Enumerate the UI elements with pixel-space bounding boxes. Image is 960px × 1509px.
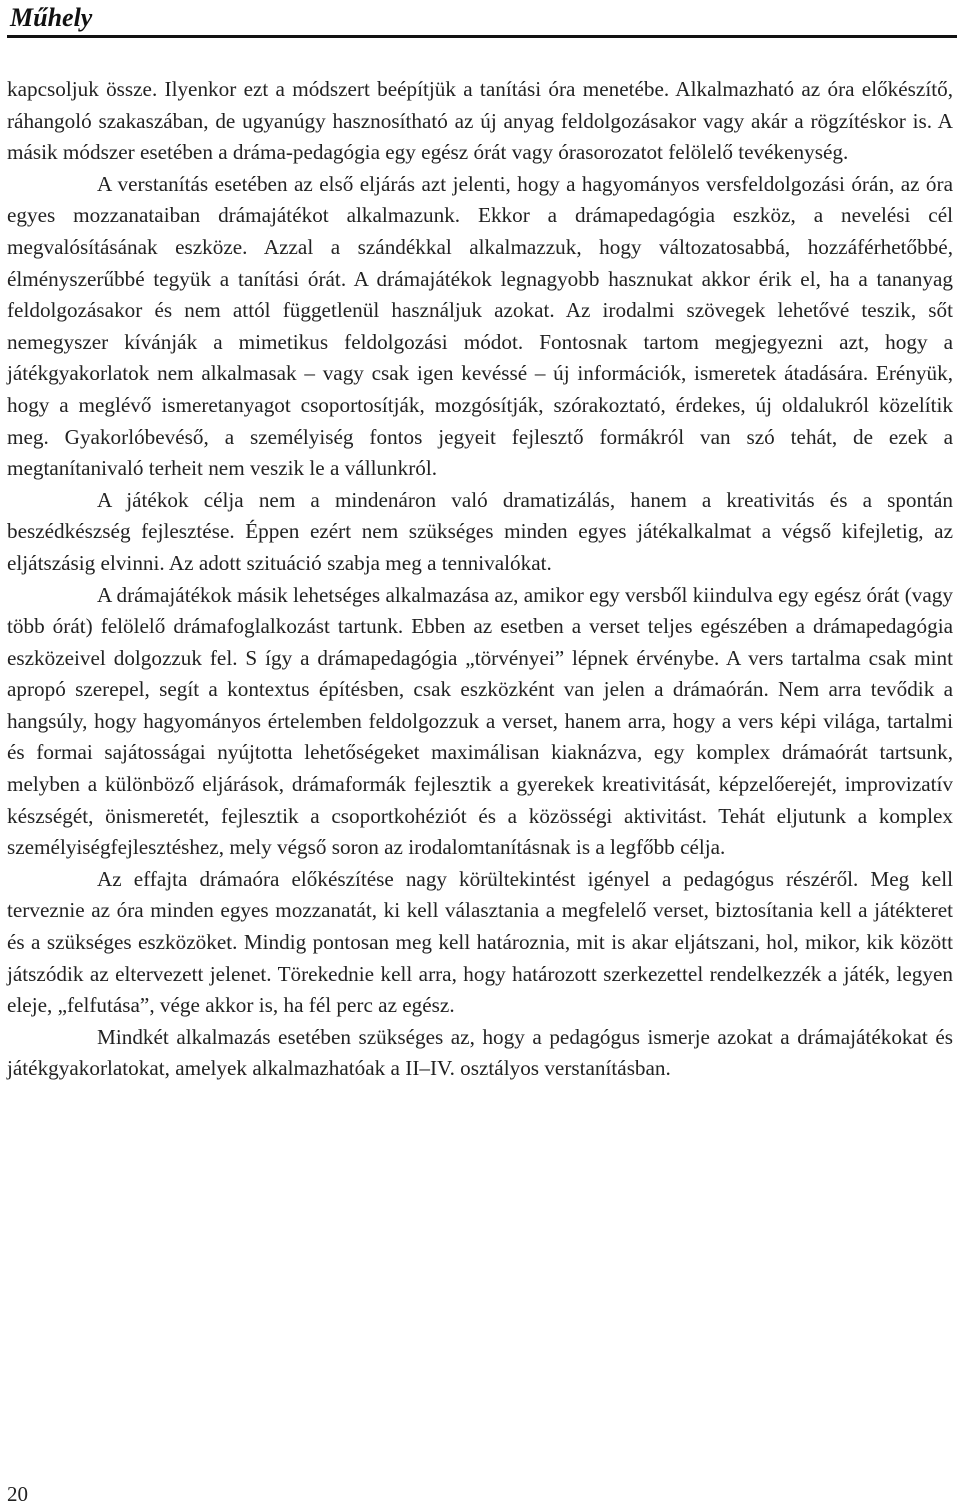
paragraph: A verstanítás esetében az első eljárás azt jelenti, hogy a hagyományos versfeldolgozási órán, az óra egyes mozzanataiban drámajátékot alkalmazunk. Ekkor a drámapedagógia eszköz, a nevelési cél megvalósításának eszköze. Azzal a szándékkal alkalmazzuk, hogy változatosabbá, hozzáférhetőbbé, élményszerűbbé tegyük a tanítási órát. A drámajátékok legnagyobb hasznukat akkor érik el, ha a tananyag feldolgozásakor és nem attól függetlenül használjuk azokat. Az irodalmi szövegek lehetővé teszik, sőt nemegyszer kívánják a mimetikus feldolgozási módot. Fontosnak tartom megjegyezni azt, hogy a játékgyakorlatok nem alkalmasak – vagy csak igen kevéssé – új információk, ismeretek átadására. Erényük, hogy a meglévő ismeretanyagot csoportosítják, mozgósítják, szórakoztató, érdekes, új oldalukról közelítik meg. Gyakorlóbevéső, a személyiség fontos jegyeit fejlesztő formákról van szó tehát, de ezek a megtanítanivaló terheit nem veszik le a vállunkról. xyxy=(7,171,953,481)
page-header xyxy=(7,0,957,40)
paragraph: A drámajátékok másik lehetséges alkalmazása az, amikor egy versből kiindulva egy egész órát (vagy több órát) felölelő drámafoglalkozást tartunk. Ebben az esetben a verset teljes egészében a drámapedagógia eszközeivel dolgozzuk fel. S így a drámapedagógia „törvényei” lépnek érvénybe. A vers tartalma csak mint apropó szerepel, segít a kontextus építésben, csak eszközként van jelen a drámaórán. Nem arra tevődik a hangsúly, hogy hagyományos értelemben feldolgozzuk a verset, hanem arra, hogy a vers képi világa, tartalmi és formai sajátosságai nyújtotta lehetőségeket maximálisan kiaknázva, egy komplex drámaórát tartsunk, melyben a különböző eljárások, drámaformák fejlesztik a gyerekek kreativitását, képzelőerejét, improvizatív készségét, önismeretét, fejlesztik a csoportkohéziót és a közösségi aktivitást. Tehát eljutunk a komplex személyiségfejlesztéshez, mely végső soron az irodalomtanításnak is a legfőbb célja. xyxy=(7,582,953,860)
section-title: Műhely xyxy=(10,3,93,32)
paragraph: kapcsoljuk össze. Ilyenkor ezt a módszert beépítjük a tanítási óra menetébe. Alkalmazható az óra előkészítő, ráhangoló szakaszában, de ugyanúgy hasznosítható az új anyag feldolgozásakor vagy akár a rögzítéskor is. A másik módszer esetében a dráma-pedagógia egy egész órát vagy órasorozatot felölelő tevékenység. xyxy=(7,77,953,165)
paragraph: Mindkét alkalmazás esetében szükséges az, hogy a pedagógus ismerje azokat a drámajátékokat és játékgyakorlatokat, amelyek alkalmazhatóak a II–IV. osztályos verstanításban. xyxy=(7,1024,953,1081)
paragraph: Az effajta drámaóra előkészítése nagy körültekintést igényel a pedagógus részéről. Meg kell terveznie az óra minden egyes mozzanatát, ki kell választania a megfelelő verset, biztosítania kell a játékteret és a szükséges eszközöket. Mindig pontosan meg kell határoznia, mit is akar eljátszani, hol, mikor, kik között játszódik az eltervezett jelenet. Törekednie kell arra, hogy határozott szerkezettel rendelkezzék a játék, legyen eleje, „felfutása”, vége akkor is, ha fél perc az egész. xyxy=(7,866,953,1018)
page-footer xyxy=(7,1480,207,1509)
article-body xyxy=(7,74,953,1085)
paragraph: A játékok célja nem a mindenáron való dramatizálás, hanem a kreativitás és a spontán beszédkészség fejlesztése. Éppen ezért nem szükséges minden egyes játékalkalmat a végső kifejletig, az eljátszásig elvinni. Az adott szituáció szabja meg a tennivalókat. xyxy=(7,487,953,575)
page-number: 20 xyxy=(7,1482,28,1506)
header-divider xyxy=(7,35,957,38)
